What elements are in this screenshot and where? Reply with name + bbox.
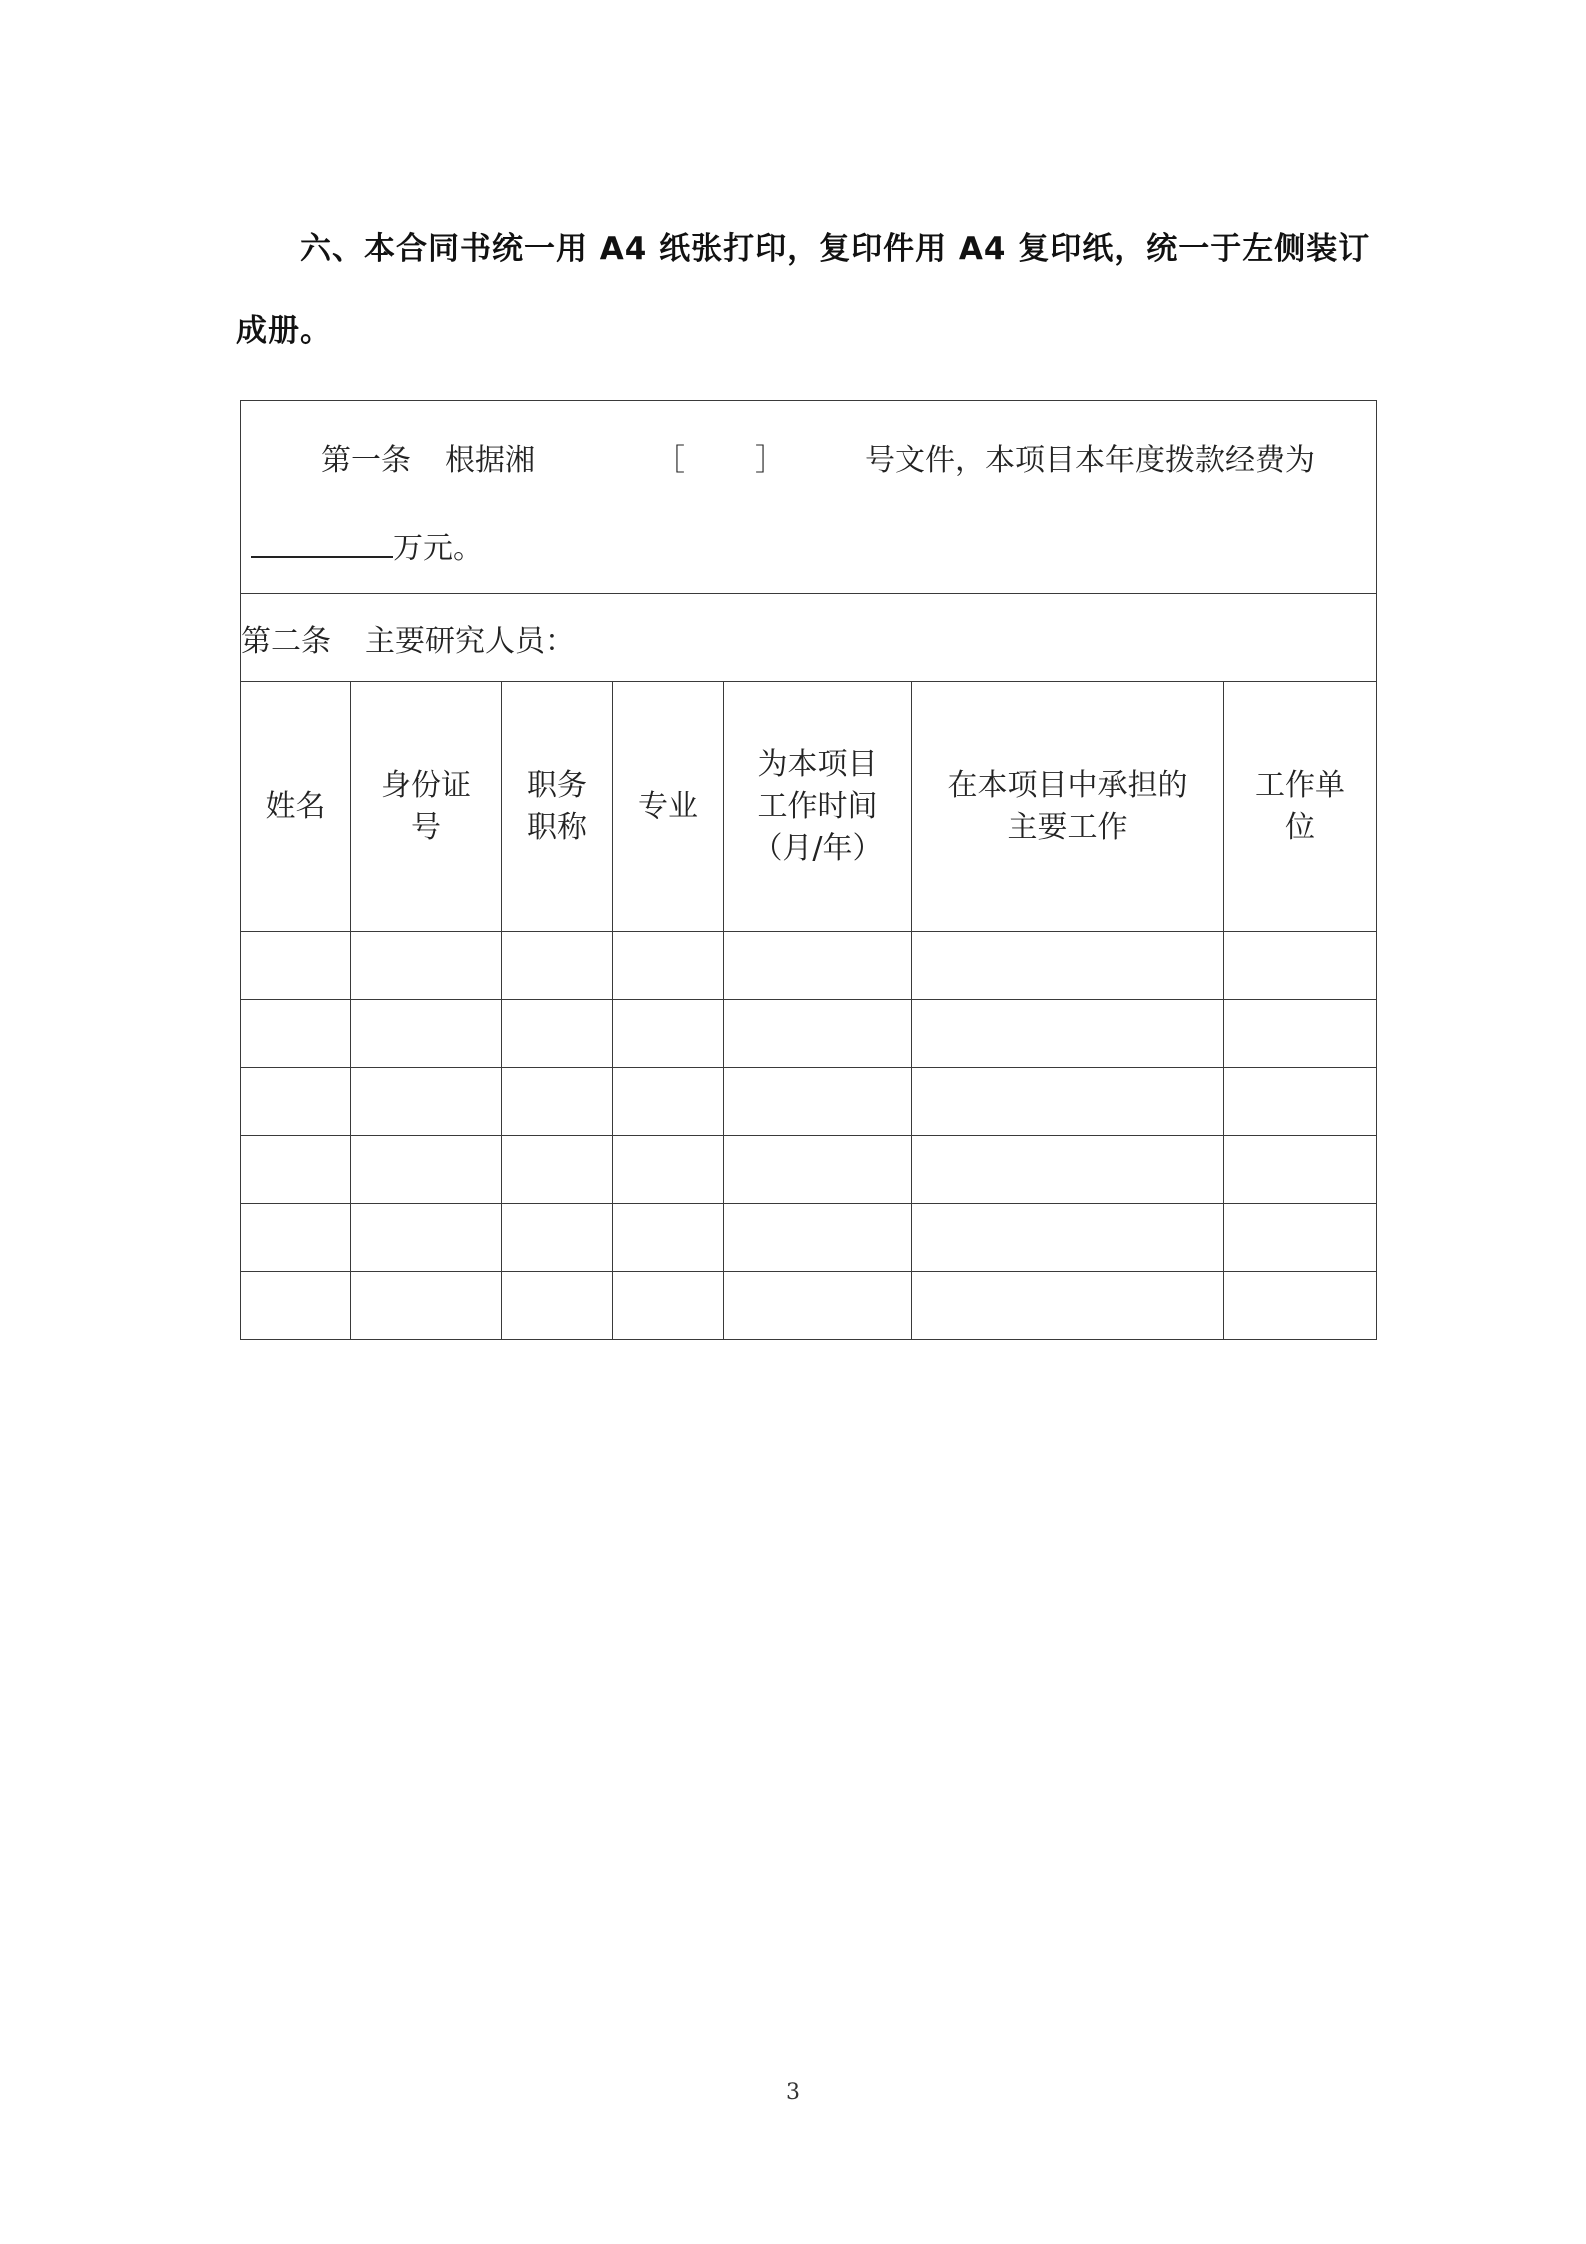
header-major [613, 682, 724, 932]
table-cell-id-number[interactable] [351, 1272, 502, 1340]
table-cell-work-time[interactable] [724, 1272, 912, 1340]
table-cell-main-work[interactable] [912, 932, 1224, 1000]
article-one-text-a: 根据湘 [445, 443, 535, 478]
table-cell-major[interactable] [613, 932, 724, 1000]
table-cell-position-title[interactable] [502, 1136, 613, 1204]
header-position-title-line: 职称 [527, 809, 587, 845]
table-cell-major[interactable] [613, 1000, 724, 1068]
table-cell-id-number[interactable] [351, 1136, 502, 1204]
table-cell-main-work[interactable] [912, 1272, 1224, 1340]
table-cell-work-unit[interactable] [1224, 1204, 1377, 1272]
table-header-row [241, 682, 1377, 932]
table-cell-position-title[interactable] [502, 1204, 613, 1272]
paragraph-six-line2: 成册。 [236, 313, 332, 349]
table-cell-major[interactable] [613, 1272, 724, 1340]
table-cell-work-unit[interactable] [1224, 1000, 1377, 1068]
article-two-label: 第二条 [241, 623, 331, 659]
contract-table [240, 400, 1377, 1340]
article-one-text-b: 号文件，本项目本年度拨款经费为 [865, 443, 1315, 478]
header-work-time-line: 工作时间 [757, 788, 878, 824]
table-cell-work-time[interactable] [724, 1068, 912, 1136]
paragraph-six-line1: 六、本合同书统一用 A4 纸张打印，复印件用 A4 复印纸，统一于左侧装订 [300, 231, 1371, 267]
bracket-close: ］ [755, 443, 785, 478]
table-cell-work-unit[interactable] [1224, 932, 1377, 1000]
header-main-work [912, 682, 1224, 932]
table-cell-work-time[interactable] [724, 1000, 912, 1068]
table-cell-work-time[interactable] [724, 1136, 912, 1204]
funding-amount-blank[interactable] [251, 528, 393, 558]
article-two-text: 主要研究人员： [365, 623, 575, 659]
header-id-number [351, 682, 502, 932]
table-row [241, 1136, 1377, 1204]
table-row [241, 932, 1377, 1000]
article-one-row [241, 401, 1377, 594]
table-cell-id-number[interactable] [351, 1000, 502, 1068]
article-one-label: 第一条 [321, 443, 411, 478]
table-cell-name[interactable] [241, 1136, 351, 1204]
table-cell-name[interactable] [241, 932, 351, 1000]
article-one-cell [241, 401, 1377, 594]
article-two-row [241, 594, 1377, 682]
table-cell-position-title[interactable] [502, 1068, 613, 1136]
header-major-line: 专业 [638, 788, 698, 824]
header-position-title-line: 职务 [527, 767, 587, 803]
table-row [241, 1272, 1377, 1340]
funding-unit: 万元。 [393, 531, 483, 566]
table-cell-id-number[interactable] [351, 1068, 502, 1136]
table-cell-name[interactable] [241, 1068, 351, 1136]
bracket-open: ［ [655, 443, 685, 478]
table-cell-work-time[interactable] [724, 932, 912, 1000]
table-row [241, 1000, 1377, 1068]
table-cell-major[interactable] [613, 1068, 724, 1136]
table-cell-main-work[interactable] [912, 1204, 1224, 1272]
header-name-line: 姓名 [265, 788, 326, 824]
header-work-unit-line: 位 [1285, 809, 1316, 845]
table-cell-work-unit[interactable] [1224, 1136, 1377, 1204]
table-cell-name[interactable] [241, 1000, 351, 1068]
header-work-unit-line: 工作单 [1255, 767, 1346, 803]
header-position-title [502, 682, 613, 932]
table-cell-major[interactable] [613, 1136, 724, 1204]
table-cell-main-work[interactable] [912, 1068, 1224, 1136]
header-name [241, 682, 351, 932]
article-two-cell [241, 594, 1377, 682]
header-work-time-line: 为本项目 [757, 746, 878, 782]
table-cell-main-work[interactable] [912, 1000, 1224, 1068]
table-cell-position-title[interactable] [502, 1000, 613, 1068]
table-cell-name[interactable] [241, 1272, 351, 1340]
table-cell-main-work[interactable] [912, 1136, 1224, 1204]
table-cell-work-unit[interactable] [1224, 1068, 1377, 1136]
table-cell-id-number[interactable] [351, 1204, 502, 1272]
table-cell-major[interactable] [613, 1204, 724, 1272]
header-work-time-line: （月/年） [752, 830, 883, 866]
page-number: 3 [786, 2080, 800, 2105]
table-cell-work-time[interactable] [724, 1204, 912, 1272]
table-body [241, 932, 1377, 1340]
header-work-time [724, 682, 912, 932]
header-work-unit [1224, 682, 1377, 932]
table-cell-name[interactable] [241, 1204, 351, 1272]
header-id-number-line: 身份证 [381, 767, 471, 803]
header-main-work-line: 在本项目中承担的 [947, 767, 1188, 803]
table-cell-work-unit[interactable] [1224, 1272, 1377, 1340]
table-row [241, 1204, 1377, 1272]
table-cell-id-number[interactable] [351, 932, 502, 1000]
table-cell-position-title[interactable] [502, 932, 613, 1000]
header-id-number-line: 号 [411, 809, 441, 845]
header-main-work-line: 主要工作 [1007, 809, 1128, 845]
table-row [241, 1068, 1377, 1136]
paragraph-six [236, 208, 1371, 372]
table-cell-position-title[interactable] [502, 1272, 613, 1340]
